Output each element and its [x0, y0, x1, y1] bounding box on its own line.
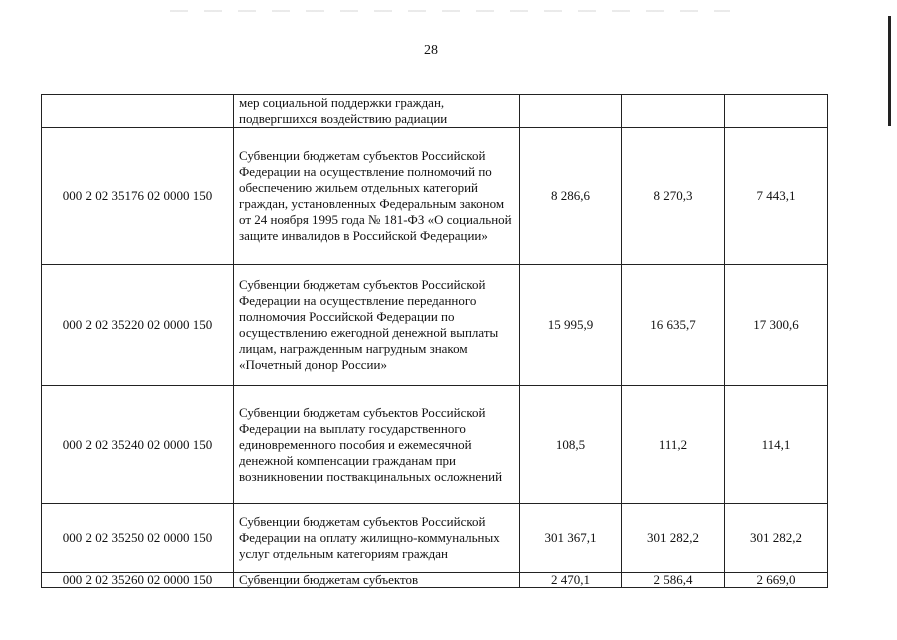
- table-row: [42, 265, 828, 386]
- table-row: [42, 573, 828, 588]
- value-cell-1: [520, 95, 622, 128]
- value-cell-1: 2 470,1: [520, 573, 622, 588]
- table-row: [42, 504, 828, 573]
- value-cell-1: 8 286,6: [520, 128, 622, 265]
- value-cell-2: 8 270,3: [622, 128, 725, 265]
- scan-edge-mark: [888, 16, 891, 126]
- budget-code-cell: 000 2 02 35176 02 0000 150: [42, 128, 234, 265]
- budget-table: [41, 94, 828, 588]
- table-row: [42, 95, 828, 128]
- description-cell: Субвенции бюджетам субъектов: [234, 573, 520, 588]
- value-cell-1: 108,5: [520, 386, 622, 504]
- value-cell-1: 15 995,9: [520, 265, 622, 386]
- budget-code-cell: 000 2 02 35220 02 0000 150: [42, 265, 234, 386]
- value-cell-3: [725, 95, 828, 128]
- value-cell-3: 114,1: [725, 386, 828, 504]
- table-row: [42, 386, 828, 504]
- description-cell: Субвенции бюджетам субъектов Российской Федерации на осуществление полномочий по обеспечению жильем отдельных категорий граждан, установленных Федеральным законом от 24 ноября 1995 года № 181-ФЗ «О социальной защите инвалидов в Российской Федерации»: [234, 128, 520, 265]
- value-cell-2: 111,2: [622, 386, 725, 504]
- budget-code-cell: 000 2 02 35260 02 0000 150: [42, 573, 234, 588]
- page-number: 28: [424, 43, 438, 58]
- value-cell-2: [622, 95, 725, 128]
- budget-code-cell: 000 2 02 35250 02 0000 150: [42, 504, 234, 573]
- value-cell-2: 16 635,7: [622, 265, 725, 386]
- budget-code-cell: [42, 95, 234, 128]
- value-cell-3: 2 669,0: [725, 573, 828, 588]
- table-row: [42, 128, 828, 265]
- value-cell-3: 301 282,2: [725, 504, 828, 573]
- value-cell-1: 301 367,1: [520, 504, 622, 573]
- description-cell: Субвенции бюджетам субъектов Российской Федерации на выплату государственного единовременного пособия и ежемесячной денежной компенсации гражданам при возникновении поствакцинальных осложнений: [234, 386, 520, 504]
- scan-artifact: [170, 10, 730, 12]
- value-cell-3: 7 443,1: [725, 128, 828, 265]
- description-cell: Субвенции бюджетам субъектов Российской Федерации на оплату жилищно-коммунальных услуг отдельным категориям граждан: [234, 504, 520, 573]
- description-cell: мер социальной поддержки граждан, подвергшихся воздействию радиации: [234, 95, 520, 128]
- description-cell: Субвенции бюджетам субъектов Российской Федерации на осуществление переданного полномочия Российской Федерации по осуществлению ежегодной денежной выплаты лицам, награжденным нагрудным знаком «Почетный донор России»: [234, 265, 520, 386]
- value-cell-2: 301 282,2: [622, 504, 725, 573]
- budget-code-cell: 000 2 02 35240 02 0000 150: [42, 386, 234, 504]
- value-cell-3: 17 300,6: [725, 265, 828, 386]
- value-cell-2: 2 586,4: [622, 573, 725, 588]
